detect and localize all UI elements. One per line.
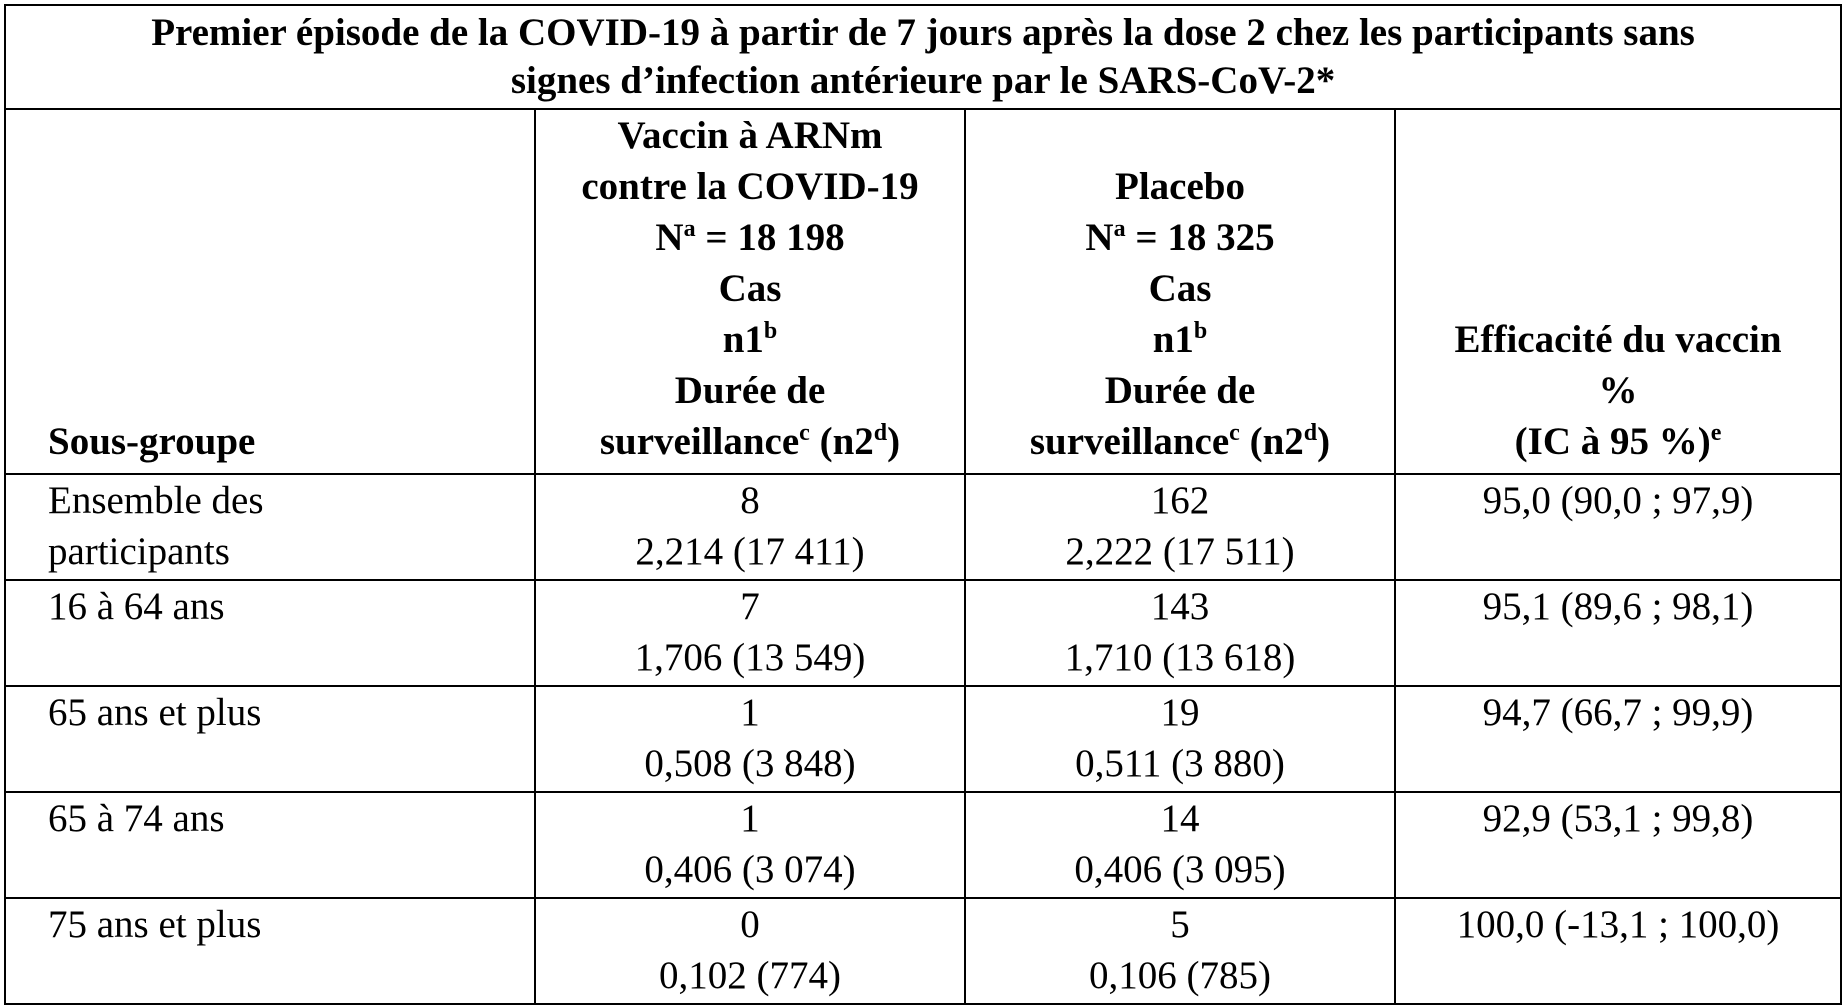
header-efficacy-line-3 <box>1402 416 1834 467</box>
row-label-line-1: 16 à 64 ans <box>48 585 225 628</box>
efficacy-value: 100,0 (-13,1 ; 100,0) <box>1456 903 1780 946</box>
header-vaccine-surveillance-label: surveillance <box>599 420 800 463</box>
table-row-65-plus <box>5 686 1841 792</box>
placebo-duration: 1,710 (13 618) <box>1064 636 1296 679</box>
placebo-cell <box>965 792 1395 898</box>
vaccine-cell <box>535 792 965 898</box>
table-title-line-2: signes d’infection antérieure par le SARS-CoV-2* <box>510 59 1336 102</box>
efficacy-cell <box>1395 580 1841 686</box>
header-placebo-n2-close: ) <box>1317 420 1331 463</box>
header-placebo-n-prefix: N <box>1085 216 1114 259</box>
row-label <box>5 792 535 898</box>
placebo-duration: 2,222 (17 511) <box>1065 530 1295 573</box>
placebo-cases: 5 <box>1170 903 1190 946</box>
placebo-cases: 162 <box>1150 479 1210 522</box>
placebo-duration: 0,406 (3 095) <box>1074 848 1286 891</box>
vaccine-cases: 0 <box>740 903 760 946</box>
header-vaccine-n2-close: ) <box>887 420 901 463</box>
header-placebo-cases: Cas <box>1148 267 1212 310</box>
header-placebo-duration: Durée de <box>1104 369 1256 412</box>
header-placebo-n2-footnote: d <box>1303 420 1318 446</box>
vaccine-duration: 1,706 (13 549) <box>634 636 866 679</box>
placebo-cell <box>965 686 1395 792</box>
vaccine-duration: 2,214 (17 411) <box>635 530 865 573</box>
table-title <box>5 5 1841 109</box>
row-label <box>5 686 535 792</box>
row-label-line-1: 65 à 74 ans <box>48 797 225 840</box>
row-label-line-1: Ensemble des <box>48 479 264 522</box>
header-placebo-n1 <box>972 314 1388 365</box>
header-efficacy-ci-footnote: e <box>1710 420 1722 446</box>
header-placebo-line-1: Placebo <box>1115 165 1245 208</box>
efficacy-table <box>4 4 1842 1005</box>
row-label-line-2: participants <box>48 530 230 573</box>
row-label <box>5 474 535 580</box>
vaccine-duration: 0,508 (3 848) <box>644 742 856 785</box>
title-row <box>5 5 1841 109</box>
header-efficacy-line-2: % <box>1598 369 1638 412</box>
header-vaccine <box>535 109 965 474</box>
header-vaccine-n2-footnote: d <box>873 420 888 446</box>
header-vaccine-duration: Durée de <box>674 369 826 412</box>
placebo-cases: 143 <box>1150 585 1210 628</box>
header-placebo-n-value: = 18 325 <box>1125 216 1275 259</box>
header-vaccine-n-value: = 18 198 <box>695 216 845 259</box>
header-row <box>5 109 1841 474</box>
header-placebo-n2-label: (n2 <box>1239 420 1304 463</box>
header-placebo-n-footnote: a <box>1113 216 1126 242</box>
vaccine-cell <box>535 686 965 792</box>
row-label-line-1: 75 ans et plus <box>48 903 262 946</box>
vaccine-cases: 1 <box>740 691 760 734</box>
placebo-cell <box>965 898 1395 1004</box>
placebo-duration: 0,106 (785) <box>1089 954 1271 997</box>
placebo-cell <box>965 474 1395 580</box>
placebo-cases: 19 <box>1160 691 1200 734</box>
header-vaccine-surveillance <box>542 416 958 467</box>
header-vaccine-surveillance-footnote: c <box>799 420 810 446</box>
placebo-cell <box>965 580 1395 686</box>
vaccine-duration: 0,406 (3 074) <box>644 848 856 891</box>
header-placebo-n1-footnote: b <box>1193 318 1208 344</box>
efficacy-cell <box>1395 898 1841 1004</box>
efficacy-cell <box>1395 686 1841 792</box>
header-vaccine-n-prefix: N <box>655 216 684 259</box>
header-placebo-n1-label: n1 <box>1152 318 1194 361</box>
header-vaccine-line-2: contre la COVID-19 <box>581 165 919 208</box>
table-title-line-1: Premier épisode de la COVID-19 à partir de 7 jours après la dose 2 chez les participants sans <box>151 11 1695 54</box>
header-efficacy <box>1395 109 1841 474</box>
header-placebo <box>965 109 1395 474</box>
efficacy-value: 95,1 (89,6 ; 98,1) <box>1482 585 1754 628</box>
placebo-duration: 0,511 (3 880) <box>1075 742 1285 785</box>
row-label <box>5 580 535 686</box>
vaccine-duration: 0,102 (774) <box>659 954 841 997</box>
placebo-cases: 14 <box>1160 797 1200 840</box>
table-row-65-74 <box>5 792 1841 898</box>
header-vaccine-n1 <box>542 314 958 365</box>
header-vaccine-line-1: Vaccin à ARNm <box>617 114 883 157</box>
row-label-line-1: 65 ans et plus <box>48 691 262 734</box>
efficacy-table-container <box>4 4 1840 1005</box>
vaccine-cases: 1 <box>740 797 760 840</box>
efficacy-value: 92,9 (53,1 ; 99,8) <box>1482 797 1754 840</box>
header-placebo-surveillance-label: surveillance <box>1029 420 1230 463</box>
efficacy-value: 94,7 (66,7 ; 99,9) <box>1482 691 1754 734</box>
vaccine-cases: 8 <box>740 479 760 522</box>
header-vaccine-n-footnote: a <box>683 216 696 242</box>
vaccine-cell <box>535 898 965 1004</box>
table-row-16-64 <box>5 580 1841 686</box>
header-vaccine-n2-label: (n2 <box>809 420 874 463</box>
vaccine-cases: 7 <box>740 585 760 628</box>
header-subgroup <box>5 109 535 474</box>
header-vaccine-n1-footnote: b <box>763 318 778 344</box>
header-placebo-surveillance-footnote: c <box>1229 420 1240 446</box>
header-vaccine-cases: Cas <box>718 267 782 310</box>
table-row-75-plus <box>5 898 1841 1004</box>
efficacy-cell <box>1395 792 1841 898</box>
header-efficacy-line-1: Efficacité du vaccin <box>1454 318 1782 361</box>
vaccine-cell <box>535 580 965 686</box>
row-label <box>5 898 535 1004</box>
vaccine-cell <box>535 474 965 580</box>
header-efficacy-ci-label: (IC à 95 %) <box>1514 420 1711 463</box>
efficacy-cell <box>1395 474 1841 580</box>
header-vaccine-n <box>542 212 958 263</box>
efficacy-value: 95,0 (90,0 ; 97,9) <box>1482 479 1754 522</box>
header-vaccine-n1-label: n1 <box>722 318 764 361</box>
header-placebo-surveillance <box>972 416 1388 467</box>
header-placebo-n <box>972 212 1388 263</box>
header-subgroup-label: Sous-groupe <box>48 420 256 463</box>
table-row-all-participants <box>5 474 1841 580</box>
